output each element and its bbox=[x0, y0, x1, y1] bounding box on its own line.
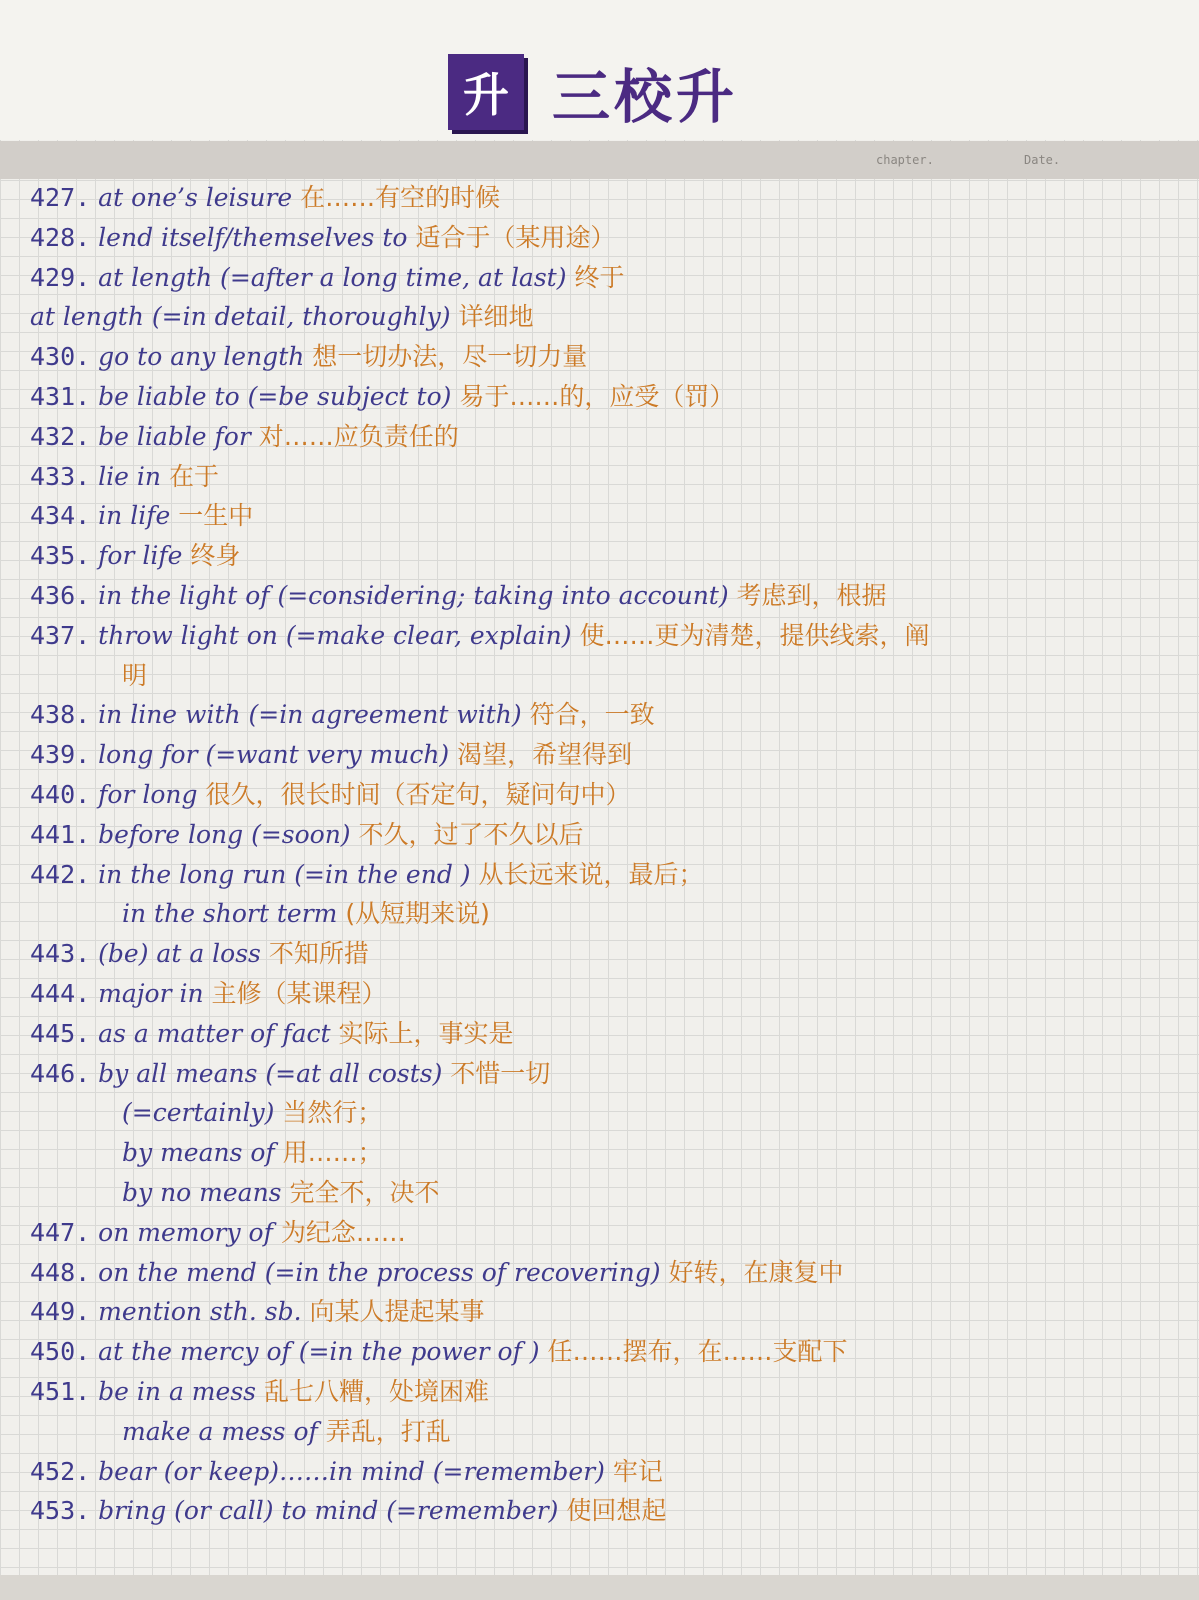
entry-number: 452. bbox=[30, 1456, 91, 1486]
entry-number: 443. bbox=[30, 939, 91, 969]
english-phrase: before long (=soon) bbox=[98, 819, 351, 849]
chinese-meaning: 很久，很长时间（否定句，疑问句中） bbox=[205, 779, 631, 809]
english-phrase: (be) at a loss bbox=[98, 939, 261, 969]
english-phrase: as a matter of fact bbox=[98, 1018, 331, 1048]
english-phrase: at the mercy of (=in the power of ) bbox=[98, 1337, 540, 1367]
vocab-line bbox=[30, 855, 1180, 895]
entry-number: 441. bbox=[30, 819, 91, 849]
notebook-header-band bbox=[0, 141, 1199, 179]
chinese-meaning: 好转，在康复中 bbox=[668, 1257, 844, 1287]
entry-number: 445. bbox=[30, 1018, 91, 1048]
chinese-meaning: 向某人提起某事 bbox=[309, 1297, 485, 1327]
header bbox=[0, 0, 1199, 140]
chinese-meaning: 不惜一切 bbox=[450, 1058, 551, 1088]
english-phrase: be liable for bbox=[98, 421, 251, 451]
chinese-meaning: 使回想起 bbox=[566, 1496, 667, 1526]
vocab-line bbox=[30, 1054, 1180, 1094]
chinese-meaning: 不久，过了不久以后 bbox=[358, 819, 584, 849]
vocab-line bbox=[30, 1173, 1180, 1213]
vocab-line bbox=[30, 1292, 1180, 1332]
english-phrase: at length (=after a long time, at last) bbox=[98, 262, 567, 292]
vocab-line bbox=[30, 815, 1180, 855]
entry-number: 453. bbox=[30, 1496, 91, 1526]
vocab-line bbox=[30, 258, 1180, 298]
entry-number: 440. bbox=[30, 779, 91, 809]
chinese-meaning: 任……摆布，在……支配下 bbox=[547, 1337, 848, 1367]
vocab-line bbox=[30, 576, 1180, 616]
vocab-line bbox=[30, 974, 1180, 1014]
english-phrase: in the long run (=in the end ) bbox=[98, 859, 471, 889]
chinese-meaning: 易于……的，应受（罚） bbox=[459, 381, 735, 411]
english-phrase: on memory of bbox=[98, 1217, 273, 1247]
chinese-meaning: 在……有空的时候 bbox=[300, 183, 501, 212]
chapter-label: chapter. bbox=[876, 153, 934, 167]
chinese-meaning: 对……应负责任的 bbox=[258, 421, 459, 451]
vocab-line bbox=[30, 1014, 1180, 1054]
entry-number: 429. bbox=[30, 262, 91, 292]
chinese-meaning: 乱七八糟，处境困难 bbox=[263, 1376, 489, 1406]
entry-number: 428. bbox=[30, 222, 91, 252]
chinese-meaning: 主修（某课程） bbox=[211, 978, 387, 1008]
vocab-line bbox=[30, 218, 1180, 258]
english-phrase: at length (=in detail, thoroughly) bbox=[30, 302, 451, 332]
vocab-line bbox=[30, 1372, 1180, 1412]
chinese-meaning: 终于 bbox=[574, 262, 625, 292]
logo-text: 三校升 bbox=[552, 63, 739, 131]
chinese-meaning: 牢记 bbox=[612, 1456, 663, 1486]
chinese-meaning: 适合于（某用途） bbox=[415, 222, 616, 252]
english-phrase: by means of bbox=[122, 1138, 275, 1168]
chinese-meaning: 在于 bbox=[168, 461, 219, 491]
vocab-line bbox=[30, 775, 1180, 815]
entry-number: 434. bbox=[30, 501, 91, 531]
english-phrase: bear (or keep)……in mind (=remember) bbox=[98, 1456, 605, 1486]
vocab-line bbox=[30, 536, 1180, 576]
entry-number: 437. bbox=[30, 620, 91, 650]
english-phrase: throw light on (=make clear, explain) bbox=[98, 620, 572, 650]
english-phrase: (=certainly) bbox=[122, 1098, 275, 1128]
english-phrase: be in a mess bbox=[98, 1376, 256, 1406]
entry-number: 430. bbox=[30, 342, 91, 372]
vocab-line bbox=[30, 178, 1180, 218]
vocab-line bbox=[30, 417, 1180, 457]
entry-number: 427. bbox=[30, 183, 91, 212]
entry-number: 444. bbox=[30, 978, 91, 1008]
chinese-meaning: 不知所措 bbox=[268, 939, 369, 969]
chinese-meaning: 渴望，希望得到 bbox=[457, 740, 633, 770]
vocab-line bbox=[30, 297, 1180, 337]
vocab-line bbox=[30, 1332, 1180, 1372]
footer-band bbox=[0, 1575, 1199, 1600]
entry-number: 435. bbox=[30, 541, 91, 571]
chinese-meaning: 详细地 bbox=[458, 302, 534, 332]
english-phrase: be liable to (=be subject to) bbox=[98, 381, 452, 411]
vocab-line bbox=[30, 894, 1180, 934]
english-phrase: in the light of (=considering; taking into account) bbox=[98, 580, 729, 610]
english-phrase: go to any length bbox=[98, 342, 305, 372]
english-phrase: long for (=want very much) bbox=[98, 740, 450, 770]
vocab-line bbox=[30, 656, 1180, 696]
english-phrase: major in bbox=[98, 978, 204, 1008]
chinese-meaning: 符合，一致 bbox=[529, 700, 655, 730]
entry-number: 432. bbox=[30, 421, 91, 451]
vocab-line bbox=[30, 1491, 1180, 1531]
entry-number: 439. bbox=[30, 740, 91, 770]
entry-number: 451. bbox=[30, 1376, 91, 1406]
english-phrase: lend itself/themselves to bbox=[98, 222, 408, 252]
vocab-line bbox=[30, 934, 1180, 974]
chinese-meaning: 考虑到，根据 bbox=[736, 580, 887, 610]
english-phrase: in the short term bbox=[122, 899, 338, 929]
vocab-line bbox=[30, 1253, 1180, 1293]
entry-number: 450. bbox=[30, 1337, 91, 1367]
vocabulary-list bbox=[30, 178, 1180, 1531]
entry-number: 431. bbox=[30, 381, 91, 411]
english-phrase: by no means bbox=[122, 1177, 282, 1207]
english-phrase: make a mess of bbox=[122, 1416, 318, 1446]
vocab-line bbox=[30, 457, 1180, 497]
vocab-line bbox=[30, 1133, 1180, 1173]
chinese-meaning: 终身 bbox=[190, 541, 241, 571]
english-phrase: by all means (=at all costs) bbox=[98, 1058, 443, 1088]
english-phrase: on the mend (=in the process of recovering) bbox=[98, 1257, 661, 1287]
vocab-line bbox=[30, 616, 1180, 656]
chinese-meaning: (从短期来说) bbox=[345, 899, 490, 929]
brand-logo bbox=[448, 50, 738, 134]
chinese-meaning: 明 bbox=[122, 660, 148, 690]
english-phrase: mention sth. sb. bbox=[98, 1297, 302, 1327]
vocab-line bbox=[30, 1452, 1180, 1492]
entry-number: 436. bbox=[30, 580, 91, 610]
vocab-line bbox=[30, 1412, 1180, 1452]
chinese-meaning: 弄乱，打乱 bbox=[325, 1416, 451, 1446]
chinese-meaning: 为纪念…… bbox=[280, 1217, 406, 1247]
entry-number: 448. bbox=[30, 1257, 91, 1287]
vocab-line bbox=[30, 735, 1180, 775]
chinese-meaning: 用……； bbox=[282, 1138, 383, 1168]
vocab-line bbox=[30, 1213, 1180, 1253]
vocab-line bbox=[30, 1093, 1180, 1133]
chinese-meaning: 从长远来说，最后； bbox=[478, 859, 704, 889]
english-phrase: for long bbox=[98, 779, 198, 809]
chinese-meaning: 实际上，事实是 bbox=[338, 1018, 514, 1048]
entry-number: 447. bbox=[30, 1217, 91, 1247]
entry-number: 438. bbox=[30, 700, 91, 730]
chinese-meaning: 完全不，决不 bbox=[289, 1177, 440, 1207]
english-phrase: at one’s leisure bbox=[98, 183, 293, 212]
english-phrase: in line with (=in agreement with) bbox=[98, 700, 522, 730]
vocab-line bbox=[30, 496, 1180, 536]
entry-number: 446. bbox=[30, 1058, 91, 1088]
entry-number: 449. bbox=[30, 1297, 91, 1327]
date-label: Date. bbox=[1024, 153, 1061, 167]
chinese-meaning: 当然行； bbox=[282, 1098, 383, 1128]
entry-number: 442. bbox=[30, 859, 91, 889]
chinese-meaning: 想一切办法，尽一切力量 bbox=[312, 342, 588, 372]
logo-icon: 升 bbox=[448, 54, 524, 130]
english-phrase: in life bbox=[98, 501, 171, 531]
vocab-line bbox=[30, 695, 1180, 735]
english-phrase: lie in bbox=[98, 461, 162, 491]
chinese-meaning: 一生中 bbox=[178, 501, 254, 531]
entry-number: 433. bbox=[30, 461, 91, 491]
vocab-line bbox=[30, 377, 1180, 417]
vocab-line bbox=[30, 337, 1180, 377]
english-phrase: bring (or call) to mind (=remember) bbox=[98, 1496, 559, 1526]
english-phrase: for life bbox=[98, 541, 183, 571]
chinese-meaning: 使……更为清楚，提供线索，阐 bbox=[579, 620, 930, 650]
